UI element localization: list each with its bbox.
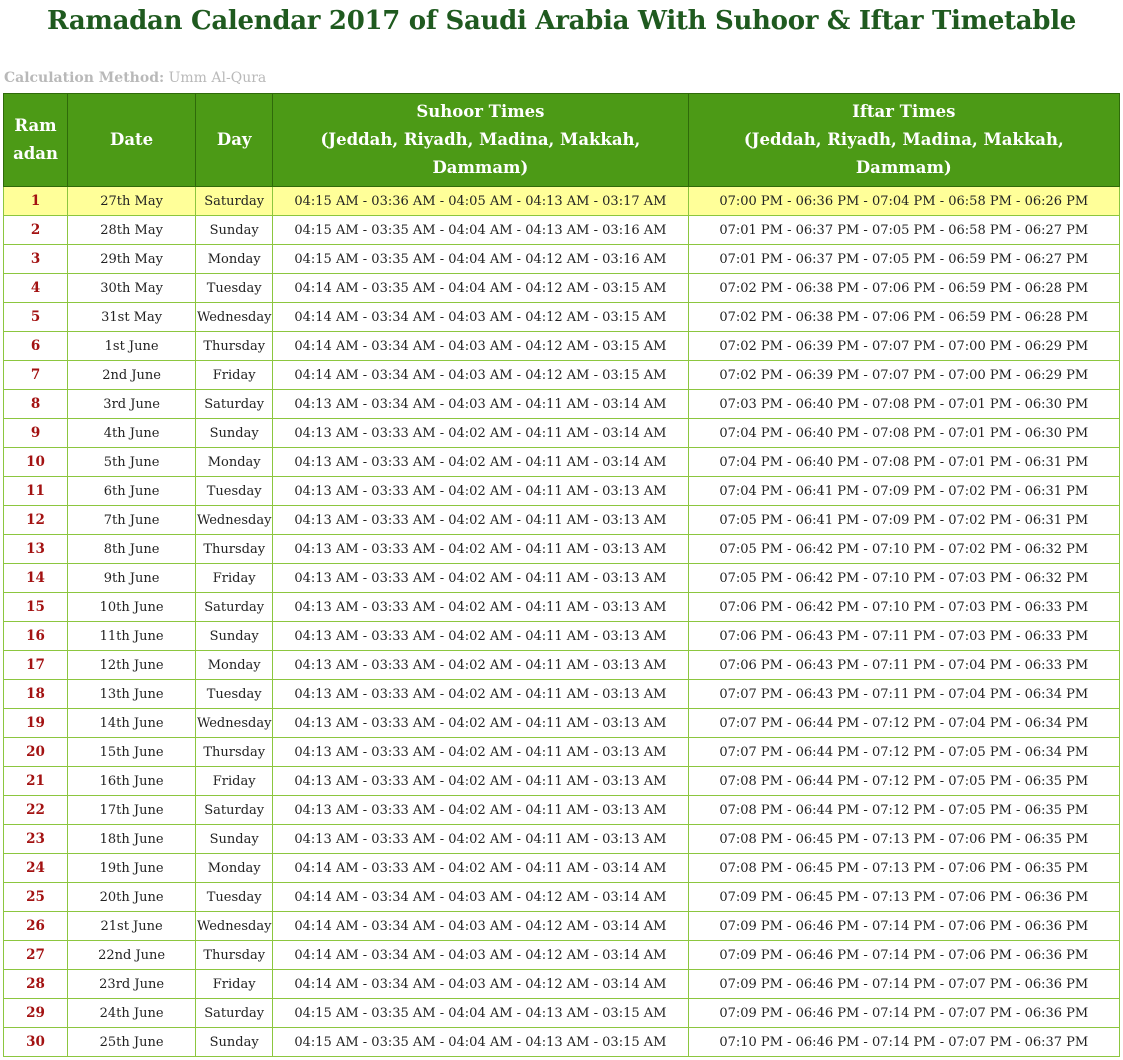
calculation-method-label: Calculation Method:	[4, 70, 165, 86]
ramadan-day-cell: 28	[4, 970, 68, 999]
date-cell: 23rd June	[68, 970, 196, 999]
date-cell: 11th June	[68, 622, 196, 651]
day-cell: Wednesday	[196, 303, 273, 332]
date-cell: 15th June	[68, 738, 196, 767]
ramadan-day-cell: 29	[4, 999, 68, 1028]
iftar-times-cell: 07:09 PM - 06:46 PM - 07:14 PM - 07:07 PM - 06:36 PM	[688, 970, 1119, 999]
day-cell: Sunday	[196, 825, 273, 854]
day-cell: Tuesday	[196, 477, 273, 506]
date-cell: 2nd June	[68, 361, 196, 390]
table-row	[4, 593, 1120, 622]
suhoor-times-cell: 04:14 AM - 03:34 AM - 04:03 AM - 04:12 AM - 03:14 AM	[273, 883, 688, 912]
date-cell: 5th June	[68, 448, 196, 477]
day-cell: Tuesday	[196, 274, 273, 303]
iftar-times-cell: 07:08 PM - 06:44 PM - 07:12 PM - 07:05 PM - 06:35 PM	[688, 796, 1119, 825]
suhoor-times-cell: 04:13 AM - 03:33 AM - 04:02 AM - 04:11 AM - 03:14 AM	[273, 419, 688, 448]
day-cell: Wednesday	[196, 709, 273, 738]
suhoor-times-cell: 04:14 AM - 03:35 AM - 04:04 AM - 04:12 AM - 03:15 AM	[273, 274, 688, 303]
table-row	[4, 680, 1120, 709]
calculation-method	[4, 70, 266, 86]
suhoor-times-cell: 04:13 AM - 03:33 AM - 04:02 AM - 04:11 AM - 03:13 AM	[273, 593, 688, 622]
day-cell: Sunday	[196, 216, 273, 245]
iftar-times-cell: 07:09 PM - 06:45 PM - 07:13 PM - 07:06 PM - 06:36 PM	[688, 883, 1119, 912]
iftar-times-cell: 07:05 PM - 06:41 PM - 07:09 PM - 07:02 PM - 06:31 PM	[688, 506, 1119, 535]
iftar-times-cell: 07:00 PM - 06:36 PM - 07:04 PM - 06:58 PM - 06:26 PM	[688, 187, 1119, 216]
iftar-times-cell: 07:09 PM - 06:46 PM - 07:14 PM - 07:06 PM - 06:36 PM	[688, 912, 1119, 941]
ramadan-day-cell: 14	[4, 564, 68, 593]
suhoor-times-cell: 04:14 AM - 03:34 AM - 04:03 AM - 04:12 AM - 03:14 AM	[273, 912, 688, 941]
ramadan-day-cell: 22	[4, 796, 68, 825]
day-cell: Thursday	[196, 941, 273, 970]
ramadan-day-cell: 21	[4, 767, 68, 796]
header-row	[4, 94, 1120, 187]
date-cell: 18th June	[68, 825, 196, 854]
date-cell: 12th June	[68, 651, 196, 680]
day-cell: Thursday	[196, 738, 273, 767]
table-row	[4, 970, 1120, 999]
header-day: Day	[196, 94, 273, 187]
date-cell: 29th May	[68, 245, 196, 274]
iftar-times-cell: 07:09 PM - 06:46 PM - 07:14 PM - 07:06 PM - 06:36 PM	[688, 941, 1119, 970]
date-cell: 8th June	[68, 535, 196, 564]
ramadan-day-cell: 3	[4, 245, 68, 274]
date-cell: 7th June	[68, 506, 196, 535]
ramadan-day-cell: 30	[4, 1028, 68, 1057]
ramadan-day-cell: 25	[4, 883, 68, 912]
day-cell: Saturday	[196, 390, 273, 419]
day-cell: Thursday	[196, 535, 273, 564]
day-cell: Friday	[196, 970, 273, 999]
ramadan-day-cell: 1	[4, 187, 68, 216]
suhoor-times-cell: 04:13 AM - 03:33 AM - 04:02 AM - 04:11 AM - 03:13 AM	[273, 738, 688, 767]
suhoor-times-cell: 04:13 AM - 03:33 AM - 04:02 AM - 04:11 AM - 03:13 AM	[273, 680, 688, 709]
table-row	[4, 274, 1120, 303]
date-cell: 25th June	[68, 1028, 196, 1057]
day-cell: Monday	[196, 245, 273, 274]
day-cell: Friday	[196, 361, 273, 390]
iftar-times-cell: 07:01 PM - 06:37 PM - 07:05 PM - 06:58 PM - 06:27 PM	[688, 216, 1119, 245]
iftar-times-cell: 07:05 PM - 06:42 PM - 07:10 PM - 07:03 PM - 06:32 PM	[688, 564, 1119, 593]
day-cell: Friday	[196, 564, 273, 593]
suhoor-times-cell: 04:13 AM - 03:33 AM - 04:02 AM - 04:11 AM - 03:13 AM	[273, 622, 688, 651]
ramadan-day-cell: 9	[4, 419, 68, 448]
table-row	[4, 477, 1120, 506]
ramadan-day-cell: 19	[4, 709, 68, 738]
table-row	[4, 622, 1120, 651]
suhoor-times-cell: 04:15 AM - 03:35 AM - 04:04 AM - 04:13 AM - 03:15 AM	[273, 999, 688, 1028]
day-cell: Wednesday	[196, 912, 273, 941]
table-row	[4, 245, 1120, 274]
table-row	[4, 303, 1120, 332]
table-row	[4, 767, 1120, 796]
ramadan-day-cell: 26	[4, 912, 68, 941]
ramadan-day-cell: 13	[4, 535, 68, 564]
date-cell: 1st June	[68, 332, 196, 361]
suhoor-times-cell: 04:15 AM - 03:35 AM - 04:04 AM - 04:13 AM - 03:16 AM	[273, 216, 688, 245]
ramadan-day-cell: 20	[4, 738, 68, 767]
iftar-times-cell: 07:06 PM - 06:43 PM - 07:11 PM - 07:04 PM - 06:33 PM	[688, 651, 1119, 680]
ramadan-day-cell: 24	[4, 854, 68, 883]
table-row	[4, 419, 1120, 448]
day-cell: Saturday	[196, 796, 273, 825]
suhoor-times-cell: 04:13 AM - 03:33 AM - 04:02 AM - 04:11 AM - 03:13 AM	[273, 535, 688, 564]
ramadan-day-cell: 27	[4, 941, 68, 970]
day-cell: Tuesday	[196, 680, 273, 709]
page-title: Ramadan Calendar 2017 of Saudi Arabia With Suhoor & Iftar Timetable	[46, 6, 1077, 36]
day-cell: Saturday	[196, 999, 273, 1028]
suhoor-times-cell: 04:13 AM - 03:33 AM - 04:02 AM - 04:11 AM - 03:13 AM	[273, 477, 688, 506]
date-cell: 20th June	[68, 883, 196, 912]
table-row	[4, 332, 1120, 361]
ramadan-day-cell: 15	[4, 593, 68, 622]
iftar-times-cell: 07:02 PM - 06:38 PM - 07:06 PM - 06:59 PM - 06:28 PM	[688, 274, 1119, 303]
date-cell: 24th June	[68, 999, 196, 1028]
iftar-times-cell: 07:02 PM - 06:39 PM - 07:07 PM - 07:00 PM - 06:29 PM	[688, 361, 1119, 390]
iftar-times-cell: 07:08 PM - 06:44 PM - 07:12 PM - 07:05 PM - 06:35 PM	[688, 767, 1119, 796]
day-cell: Sunday	[196, 1028, 273, 1057]
ramadan-day-cell: 8	[4, 390, 68, 419]
header-iftar: Iftar Times (Jeddah, Riyadh, Madina, Makkah, Dammam)	[688, 94, 1119, 187]
table-row	[4, 941, 1120, 970]
suhoor-times-cell: 04:14 AM - 03:34 AM - 04:03 AM - 04:12 AM - 03:14 AM	[273, 941, 688, 970]
iftar-times-cell: 07:08 PM - 06:45 PM - 07:13 PM - 07:06 PM - 06:35 PM	[688, 854, 1119, 883]
day-cell: Sunday	[196, 419, 273, 448]
iftar-times-cell: 07:03 PM - 06:40 PM - 07:08 PM - 07:01 PM - 06:30 PM	[688, 390, 1119, 419]
ramadan-day-cell: 7	[4, 361, 68, 390]
suhoor-times-cell: 04:13 AM - 03:33 AM - 04:02 AM - 04:11 AM - 03:13 AM	[273, 709, 688, 738]
table-row	[4, 187, 1120, 216]
table-row	[4, 651, 1120, 680]
suhoor-times-cell: 04:13 AM - 03:33 AM - 04:02 AM - 04:11 AM - 03:13 AM	[273, 651, 688, 680]
suhoor-times-cell: 04:14 AM - 03:33 AM - 04:02 AM - 04:11 AM - 03:14 AM	[273, 854, 688, 883]
suhoor-times-cell: 04:13 AM - 03:33 AM - 04:02 AM - 04:11 AM - 03:13 AM	[273, 506, 688, 535]
date-cell: 27th May	[68, 187, 196, 216]
table-row	[4, 390, 1120, 419]
suhoor-times-cell: 04:13 AM - 03:33 AM - 04:02 AM - 04:11 AM - 03:13 AM	[273, 796, 688, 825]
ramadan-day-cell: 17	[4, 651, 68, 680]
iftar-times-cell: 07:04 PM - 06:41 PM - 07:09 PM - 07:02 PM - 06:31 PM	[688, 477, 1119, 506]
date-cell: 19th June	[68, 854, 196, 883]
date-cell: 10th June	[68, 593, 196, 622]
day-cell: Thursday	[196, 332, 273, 361]
suhoor-times-cell: 04:14 AM - 03:34 AM - 04:03 AM - 04:12 AM - 03:15 AM	[273, 332, 688, 361]
suhoor-times-cell: 04:14 AM - 03:34 AM - 04:03 AM - 04:12 AM - 03:14 AM	[273, 970, 688, 999]
iftar-times-cell: 07:07 PM - 06:44 PM - 07:12 PM - 07:05 PM - 06:34 PM	[688, 738, 1119, 767]
table-body	[4, 187, 1120, 1057]
ramadan-day-cell: 12	[4, 506, 68, 535]
day-cell: Monday	[196, 651, 273, 680]
iftar-times-cell: 07:06 PM - 06:43 PM - 07:11 PM - 07:03 PM - 06:33 PM	[688, 622, 1119, 651]
iftar-times-cell: 07:09 PM - 06:46 PM - 07:14 PM - 07:07 PM - 06:36 PM	[688, 999, 1119, 1028]
day-cell: Tuesday	[196, 883, 273, 912]
suhoor-times-cell: 04:14 AM - 03:34 AM - 04:03 AM - 04:12 AM - 03:15 AM	[273, 303, 688, 332]
date-cell: 9th June	[68, 564, 196, 593]
suhoor-times-cell: 04:13 AM - 03:33 AM - 04:02 AM - 04:11 AM - 03:13 AM	[273, 825, 688, 854]
iftar-times-cell: 07:04 PM - 06:40 PM - 07:08 PM - 07:01 PM - 06:31 PM	[688, 448, 1119, 477]
date-cell: 17th June	[68, 796, 196, 825]
date-cell: 3rd June	[68, 390, 196, 419]
day-cell: Saturday	[196, 593, 273, 622]
suhoor-times-cell: 04:15 AM - 03:35 AM - 04:04 AM - 04:12 AM - 03:16 AM	[273, 245, 688, 274]
iftar-times-cell: 07:07 PM - 06:44 PM - 07:12 PM - 07:04 PM - 06:34 PM	[688, 709, 1119, 738]
ramadan-day-cell: 11	[4, 477, 68, 506]
suhoor-times-cell: 04:13 AM - 03:34 AM - 04:03 AM - 04:11 AM - 03:14 AM	[273, 390, 688, 419]
iftar-times-cell: 07:05 PM - 06:42 PM - 07:10 PM - 07:02 PM - 06:32 PM	[688, 535, 1119, 564]
calculation-method-value: Umm Al-Qura	[168, 70, 267, 86]
table-row	[4, 825, 1120, 854]
ramadan-day-cell: 18	[4, 680, 68, 709]
table-row	[4, 854, 1120, 883]
table-row	[4, 912, 1120, 941]
date-cell: 30th May	[68, 274, 196, 303]
table-row	[4, 709, 1120, 738]
date-cell: 6th June	[68, 477, 196, 506]
date-cell: 13th June	[68, 680, 196, 709]
suhoor-times-cell: 04:15 AM - 03:36 AM - 04:05 AM - 04:13 AM - 03:17 AM	[273, 187, 688, 216]
suhoor-times-cell: 04:13 AM - 03:33 AM - 04:02 AM - 04:11 AM - 03:14 AM	[273, 448, 688, 477]
day-cell: Monday	[196, 854, 273, 883]
table-row	[4, 361, 1120, 390]
ramadan-day-cell: 10	[4, 448, 68, 477]
day-cell: Friday	[196, 767, 273, 796]
day-cell: Monday	[196, 448, 273, 477]
date-cell: 28th May	[68, 216, 196, 245]
header-date: Date	[68, 94, 196, 187]
ramadan-day-cell: 2	[4, 216, 68, 245]
iftar-times-cell: 07:02 PM - 06:38 PM - 07:06 PM - 06:59 PM - 06:28 PM	[688, 303, 1119, 332]
date-cell: 4th June	[68, 419, 196, 448]
suhoor-times-cell: 04:15 AM - 03:35 AM - 04:04 AM - 04:13 AM - 03:15 AM	[273, 1028, 688, 1057]
suhoor-times-cell: 04:13 AM - 03:33 AM - 04:02 AM - 04:11 AM - 03:13 AM	[273, 767, 688, 796]
iftar-times-cell: 07:06 PM - 06:42 PM - 07:10 PM - 07:03 PM - 06:33 PM	[688, 593, 1119, 622]
timetable	[3, 93, 1120, 1057]
table-row	[4, 796, 1120, 825]
iftar-times-cell: 07:01 PM - 06:37 PM - 07:05 PM - 06:59 PM - 06:27 PM	[688, 245, 1119, 274]
table-row	[4, 564, 1120, 593]
table-row	[4, 216, 1120, 245]
iftar-times-cell: 07:08 PM - 06:45 PM - 07:13 PM - 07:06 PM - 06:35 PM	[688, 825, 1119, 854]
date-cell: 22nd June	[68, 941, 196, 970]
date-cell: 21st June	[68, 912, 196, 941]
table-row	[4, 448, 1120, 477]
ramadan-day-cell: 5	[4, 303, 68, 332]
table-row	[4, 999, 1120, 1028]
day-cell: Saturday	[196, 187, 273, 216]
ramadan-day-cell: 16	[4, 622, 68, 651]
header-ramadan: Ram adan	[4, 94, 68, 187]
date-cell: 16th June	[68, 767, 196, 796]
day-cell: Wednesday	[196, 506, 273, 535]
iftar-times-cell: 07:04 PM - 06:40 PM - 07:08 PM - 07:01 PM - 06:30 PM	[688, 419, 1119, 448]
table-row	[4, 506, 1120, 535]
ramadan-day-cell: 6	[4, 332, 68, 361]
date-cell: 31st May	[68, 303, 196, 332]
suhoor-times-cell: 04:13 AM - 03:33 AM - 04:02 AM - 04:11 AM - 03:13 AM	[273, 564, 688, 593]
suhoor-times-cell: 04:14 AM - 03:34 AM - 04:03 AM - 04:12 AM - 03:15 AM	[273, 361, 688, 390]
table-row	[4, 535, 1120, 564]
iftar-times-cell: 07:07 PM - 06:43 PM - 07:11 PM - 07:04 PM - 06:34 PM	[688, 680, 1119, 709]
date-cell: 14th June	[68, 709, 196, 738]
ramadan-day-cell: 4	[4, 274, 68, 303]
day-cell: Sunday	[196, 622, 273, 651]
table-row	[4, 1028, 1120, 1057]
table-row	[4, 738, 1120, 767]
iftar-times-cell: 07:10 PM - 06:46 PM - 07:14 PM - 07:07 PM - 06:37 PM	[688, 1028, 1119, 1057]
header-suhoor: Suhoor Times (Jeddah, Riyadh, Madina, Makkah, Dammam)	[273, 94, 688, 187]
table-row	[4, 883, 1120, 912]
iftar-times-cell: 07:02 PM - 06:39 PM - 07:07 PM - 07:00 PM - 06:29 PM	[688, 332, 1119, 361]
ramadan-day-cell: 23	[4, 825, 68, 854]
